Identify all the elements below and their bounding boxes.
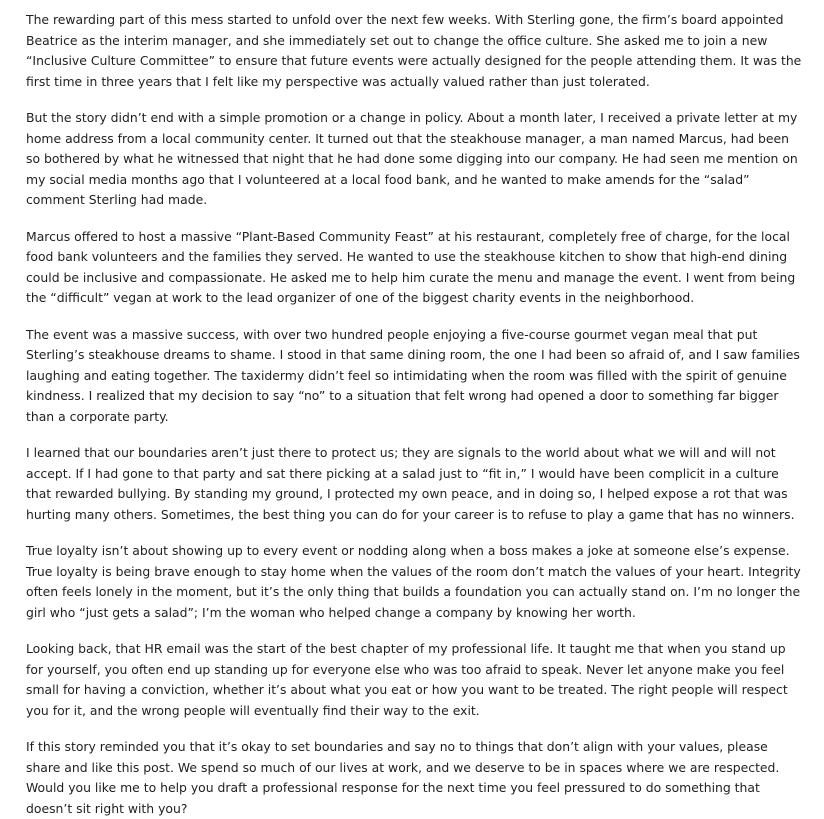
paragraph-7: Looking back, that HR email was the start of the best chapter of my professional life. It taught me that when you stand up for yourself, you often end up standing up for everyone else who was too afraid to speak. Never let anyone make you feel small for having a conviction, whether it’s about what you eat or how you want to be treated. The right people will respect you for it, and the wrong people will eventually find their way to the exit.	[26, 641, 788, 718]
paragraph-6: True loyalty isn’t about showing up to every event or nodding along when a boss makes a joke at someone else’s expense. True loyalty is being brave enough to stay home when the values of the room don’t match the values of your heart. Integrity often feels lonely in the moment, but it’s the only thing that builds a foundation you can actually stand on. I’m no longer the girl who “just gets a salad”; I’m the woman who helped change a company by knowing her worth.	[26, 543, 801, 620]
paragraph-3: Marcus offered to host a massive “Plant-Based Community Feast” at his restaurant, completely free of charge, for the local food bank volunteers and the families they served. He wanted to use the steakhouse kitchen to show that high-end dining could be inclusive and compassionate. He asked me to help him curate the menu and manage the event. I went from being the “difficult” vegan at work to the lead organizer of one of the biggest charity events in the neighborhood.	[26, 228, 796, 305]
paragraph-8: If this story reminded you that it’s okay to set boundaries and say no to things that don’t align with your values, please share and like this post. We spend so much of our lives at work, and we deserve to be in spaces where we are respected. Would you like me to help you draft a professional response for the next time you feel pressured to do something that doesn’t sit right with you?	[26, 739, 780, 816]
paragraph-5: I learned that our boundaries aren’t just there to protect us; they are signals to the world about what we will and will not accept. If I had gone to that party and sat there picking at a salad just to “fit in,” I would have been complicit in a culture that rewarded bullying. By standing my ground, I protected my own peace, and in doing so, I helped expose a rot that was hurting many others. Sometimes, the best thing you can do for your career is to refuse to play a game that has no winners.	[26, 445, 795, 522]
paragraph-4: The event was a massive success, with over two hundred people enjoying a five-course gourmet vegan meal that put Sterling’s steakhouse dreams to shame. I stood in that same dining room, the one I had been so afraid of, and I saw families laughing and eating together. The taxidermy didn’t feel so intimidating when the room was filled with the spirit of genuine kindness. I realized that my decision to say “no” to a situation that felt wrong had opened a door to something far bigger than a corporate party.	[26, 326, 800, 424]
paragraph-1: The rewarding part of this mess started to unfold over the next few weeks. With Sterling gone, the firm’s board appointed Beatrice as the interim manager, and she immediately set out to change the office culture. She asked me to join a new “Inclusive Culture Committee” to ensure that future events were actually designed for the people attending them. It was the first time in three years that I felt like my perspective was actually valued rather than just tolerated.	[26, 12, 802, 89]
paragraph-2: But the story didn’t end with a simple promotion or a change in policy. About a month later, I received a private letter at my home address from a local community center. It turned out that the steakhouse manager, a man named Marcus, had been so bothered by what he witnessed that night that he had done some digging into our company. He had seen me mention on my social media months ago that I volunteered at a local food bank, and he wanted to make amends for the “salad” comment Sterling had made.	[26, 110, 798, 207]
